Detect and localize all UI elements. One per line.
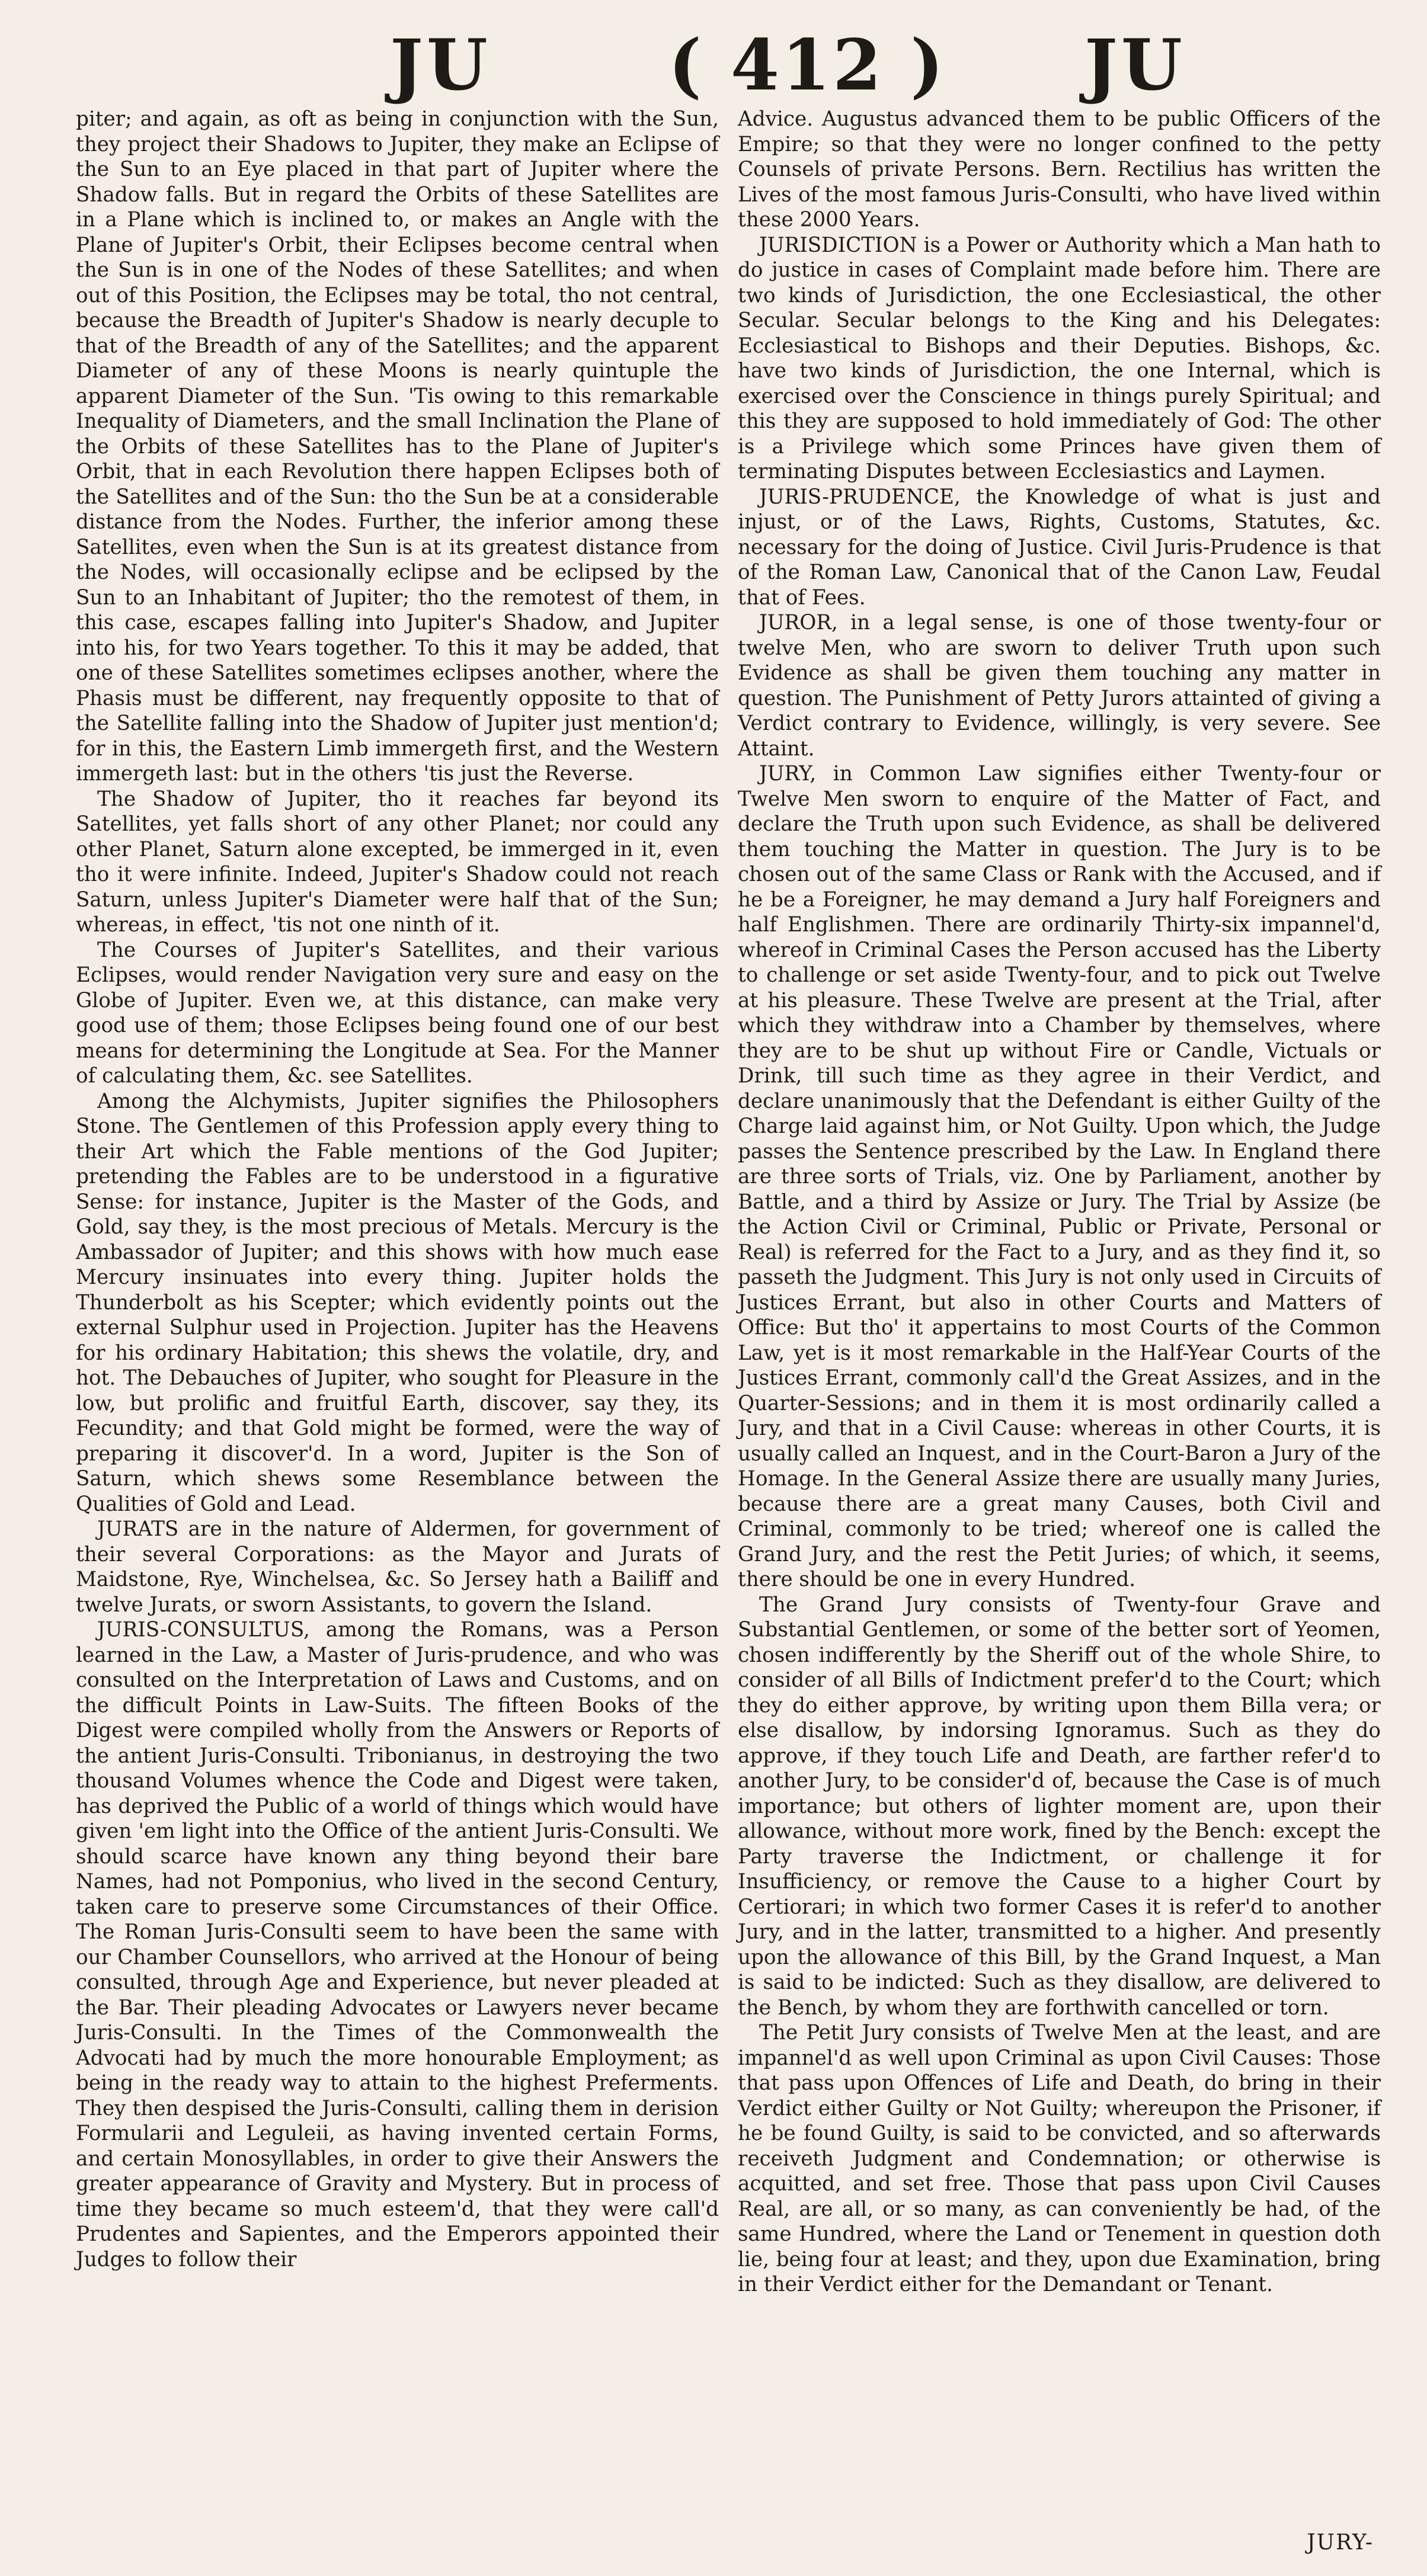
right-column — [738, 107, 1381, 2524]
page-header — [76, 24, 1381, 104]
catchword: JURY- — [1307, 2530, 1374, 2555]
entry-jurats: JURATS are in the nature of Aldermen, for government of their several Corporations: as the Mayor and Jurats of Maidstone, Rye, Winchelsea, &c. So Jersey hath a Bailiff and twelve Jurats, or sworn Assistants, to govern the Island. — [76, 1517, 719, 1617]
paragraph: Advice. Augustus advanced them to be public Officers of the Empire; so that they were no longer confined to the petty Counsels of private Persons. Bern. Rectilius has written the Lives of the most famous Juris-Consulti, who have lived within these 2000 Years. — [738, 107, 1381, 232]
text-columns — [76, 107, 1381, 2524]
entry-jurisdiction: JURISDICTION is a Power or Authority which a Man hath to do justice in cases of Complaint made before him. There are two kinds of Jurisdiction, the one Ecclesiastical, the other Secular. Secular belongs to the King and his Delegates: Ecclesiastical to Bishops and their Deputies. Bishops, &c. have two kinds of Jurisdiction, the one Internal, which is exercised over the Conscience in things purely Spiritual; and this they are supposed to hold immediately of God: The other is a Privilege which some Princes have given them of terminating Disputes between Ecclesiastics and Laymen. — [738, 233, 1381, 483]
entry-juris-consultus: JURIS-CONSULTUS, among the Romans, was a Person learned in the Law, a Master of Juris-prudence, and who was consulted on the Interpretation of Laws and Customs, and on the difficult Points in Law-Suits. The fifteen Books of the Digest were compiled wholly from the Answers or Reports of the antient Juris-Consulti. Tribonianus, in destroying the two thousand Volumes whence the Code and Digest were taken, has deprived the Public of a world of things which would have given 'em light into the Office of the antient Juris-Consulti. We should scarce have known any thing beyond their bare Names, had not Pomponius, who lived in the second Century, taken care to preserve some Circumstances of their Office. The Roman Juris-Consulti seem to have been the same with our Chamber Counsellors, who arrived at the Honour of being consulted, through Age and Experience, but never pleaded at the Bar. Their pleading Advocates or Lawyers never became Juris-Consulti. In the Times of the Commonwealth the Advocati had by much the more honourable Employment; as being in the ready way to attain to the highest Preferments. They then despised the Juris-Consulti, calling them in derision Formularii and Leguleii, as having invented certain Forms, and certain Monosyllables, in order to give their Answers the greater appearance of Gravity and Mystery. But in process of time they became so much esteem'd, that they were call'd Prudentes and Sapientes, and the Emperors appointed their Judges to follow their — [76, 1618, 719, 2271]
page-number: ( 412 ) — [668, 24, 946, 106]
entry-jury: JURY, in Common Law signifies either Twenty-four or Twelve Men sworn to enquire of the Matter of Fact, and declare the Truth upon such Evidence, as shall be delivered them touching the Matter in question. The Jury is to be chosen out of the same Class or Rank with the Accused, and if he be a Foreigner, he may demand a Jury half Foreigners and half Englishmen. There are ordinarily Thirty-six impannel'd, whereof in Criminal Cases the Person accused has the Liberty to challenge or set aside Twenty-four, and to pick out Twelve at his pleasure. These Twelve are present at the Trial, after which they withdraw into a Chamber by themselves, where they are to be shut up without Fire or Candle, Victuals or Drink, till such time as they agree in their Verdict, and declare unanimously that the Defendant is either Guilty of the Charge laid against him, or Not Guilty. Upon which, the Judge passes the Sentence prescribed by the Law. In England there are three sorts of Trials, viz. One by Parliament, another by Battle, and a third by Assize or Jury. The Trial by Assize (be the Action Civil or Criminal, Public or Private, Personal or Real) is referred for the Fact to a Jury, and as they find it, so passeth the Judgment. This Jury is not only used in Circuits of Justices Errant, but also in other Courts and Matters of Office: But tho' it appertains to most Courts of the Common Law, yet is it most remarkable in the Half-Year Courts of the Justices Errant, commonly call'd the Great Assizes, and in the Quarter-Sessions; and in them it is most ordinarily called a Jury, and that in a Civil Cause: whereas in other Courts, it is usually called an Inquest, and in the Court-Baron a Jury of the Homage. In the General Assize there are usually many Juries, because there are a great many Causes, both Civil and Criminal, commonly to be tried; whereof one is called the Grand Jury, and the rest the Petit Juries; of which, it seems, there should be one in every Hundred. — [738, 762, 1381, 1591]
entry-juris-prudence: JURIS-PRUDENCE, the Knowledge of what is just and injust, or of the Laws, Rights, Customs, Statutes, &c. necessary for the doing of Justice. Civil Juris-Prudence is that of the Roman Law, Canonical that of the Canon Law, Feudal that of Fees. — [738, 485, 1381, 610]
paragraph: The Courses of Jupiter's Satellites, and their various Eclipses, would render Navigation very sure and easy on the Globe of Jupiter. Even we, at this distance, can make very good use of them; those Eclipses being found one of our best means for determining the Longitude at Sea. For the Manner of calculating them, &c. see Satellites. — [76, 938, 719, 1088]
headword-left: JU — [390, 24, 491, 106]
paragraph: Among the Alchymists, Jupiter signifies the Philosophers Stone. The Gentlemen of this Profession apply every thing to their Art which the Fable mentions of the God Jupiter; pretending the Fables are to be understood in a figurative Sense: for instance, Jupiter is the Master of the Gods, and Gold, say they, is the most precious of Metals. Mercury is the Ambassador of Jupiter; and this shows with how much ease Mercury insinuates into every thing. Jupiter holds the Thunderbolt as his Scepter; which evidently points out the external Sulphur used in Projection. Jupiter has the Heavens for his ordinary Habitation; this shews the volatile, dry, and hot. The Debauches of Jupiter, who sought for Pleasure in the low, but prolific and fruitful Earth, discover, say they, its Fecundity; and that Gold might be formed, were the way of preparing it discover'd. In a word, Jupiter is the Son of Saturn, which shews some Resemblance between the Qualities of Gold and Lead. — [76, 1089, 719, 1516]
headword-right: JU — [1084, 24, 1186, 106]
left-column — [76, 107, 719, 2524]
paragraph-petit-jury: The Petit Jury consists of Twelve Men at the least, and are impannel'd as well upon Criminal as upon Civil Causes: Those that pass upon Offences of Life and Death, do bring in their Verdict either Guilty or Not Guilty; whereupon the Prisoner, if he be found Guilty, is said to be convicted, and so afterwards receiveth Judgment and Condemnation; or otherwise is acquitted, and set free. Those that pass upon Civil Causes Real, are all, or so many, as can conveniently be had, of the same Hundred, where the Land or Tenement in question doth lie, being four at least; and they, upon due Examination, bring in their Verdict either for the Demandant or Tenant. — [738, 2021, 1381, 2296]
entry-juror: JUROR, in a legal sense, is one of those twenty-four or twelve Men, who are sworn to deliver Truth upon such Evidence as shall be given them touching any matter in question. The Punishment of Petty Jurors attainted of giving a Verdict contrary to Evidence, willingly, is very severe. See Attaint. — [738, 611, 1381, 761]
paragraph-grand-jury: The Grand Jury consists of Twenty-four Grave and Substantial Gentlemen, or some of the better sort of Yeomen, chosen indifferently by the Sheriff out of the whole Shire, to consider of all Bills of Indictment prefer'd to the Court; which they do either approve, by writing upon them Billa vera; or else disallow, by indorsing Ignoramus. Such as they do approve, if they touch Life and Death, are farther refer'd to another Jury, to be consider'd of, because the Case is of much importance; but others of lighter moment are, upon their allowance, without more work, fined by the Bench: except the Party traverse the Indictment, or challenge it for Insufficiency, or remove the Cause to a higher Court by Certiorari; in which two former Cases it is refer'd to another Jury, and in the latter, transmitted to a higher. And presently upon the allowance of this Bill, by the Grand Inquest, a Man is said to be indicted: Such as they disallow, are delivered to the Bench, by whom they are forthwith cancelled or torn. — [738, 1593, 1381, 2020]
paragraph: piter; and again, as oft as being in conjunction with the Sun, they project their Shadows to Jupiter, they make an Eclipse of the Sun to an Eye placed in that part of Jupiter where the Shadow falls. But in regard the Orbits of these Satellites are in a Plane which is inclined to, or makes an Angle with the Plane of Jupiter's Orbit, their Eclipses become central when the Sun is in one of the Nodes of these Satellites; and when out of this Position, the Eclipses may be total, tho not central, because the Breadth of Jupiter's Shadow is nearly decuple to that of the Breadth of any of the Satellites; and the apparent Diameter of any of these Moons is nearly quintuple the apparent Diameter of the Sun. 'Tis owing to this remarkable Inequality of Diameters, and the small Inclination the Plane of the Orbits of these Satellites has to the Plane of Jupiter's Orbit, that in each Revolution there happen Eclipses both of the Satellites and of the Sun: tho the Sun be at a considerable distance from the Nodes. Further, the inferior among these Satellites, even when the Sun is at its greatest distance from the Nodes, will occasionally eclipse and be eclipsed by the Sun to an Inhabitant of Jupiter; tho the remotest of them, in this case, escapes falling into Jupiter's Shadow, and Jupiter into his, for two Years together. To this it may be added, that one of these Satellites sometimes eclipses another, where the Phasis must be different, nay frequently opposite to that of the Satellite falling into the Shadow of Jupiter just mention'd; for in this, the Eastern Limb immergeth first, and the Western immergeth last: but in the others 'tis just the Reverse. — [76, 107, 719, 786]
paragraph: The Shadow of Jupiter, tho it reaches far beyond its Satellites, yet falls short of any other Planet; nor could any other Planet, Saturn alone excepted, be immerged in it, even tho it were infinite. Indeed, Jupiter's Shadow could not reach Saturn, unless Jupiter's Diameter were half that of the Sun; whereas, in effect, 'tis not one ninth of it. — [76, 787, 719, 937]
